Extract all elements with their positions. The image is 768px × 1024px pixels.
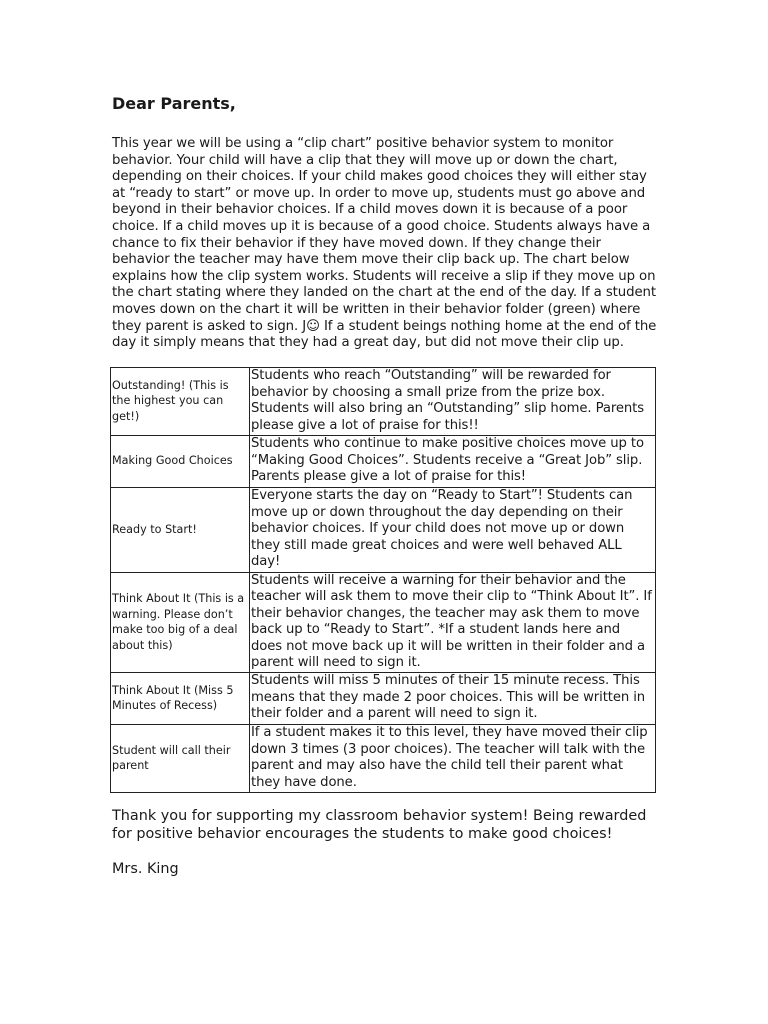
level-cell: Think About It (Miss 5 Minutes of Recess) <box>111 672 250 724</box>
signature: Mrs. King <box>112 860 179 877</box>
level-cell: Think About It (This is a warning. Please don’t make too big of a deal about this) <box>111 572 250 672</box>
level-cell: Ready to Start! <box>111 487 250 572</box>
clip-chart-table <box>110 367 656 793</box>
description-cell: Students who continue to make positive choices move up to “Making Good Choices”. Students receive a “Great Job” slip. Parents please give a lot of praise for this! <box>250 435 656 487</box>
description-cell: Students who reach “Outstanding” will be rewarded for behavior by choosing a small prize from the prize box. Students will also bring an “Outstanding” slip home. Parents please give a lot of praise for this!! <box>250 367 656 435</box>
table-row <box>111 435 656 487</box>
table-row <box>111 724 656 792</box>
table-row <box>111 487 656 572</box>
level-cell: Outstanding! (This is the highest you can get!) <box>111 367 250 435</box>
level-cell: Making Good Choices <box>111 435 250 487</box>
description-cell: Everyone starts the day on “Ready to Start”! Students can move up or down throughout the day depending on their behavior choices. If your child does not move up or down they still made great choices and were well behaved ALL day! <box>250 487 656 572</box>
letter-page <box>112 94 660 878</box>
description-cell: Students will receive a warning for their behavior and the teacher will ask them to move their clip to “Think About It”. If their behavior changes, the teacher may ask them to move back up to “Ready to Start”. *If a student lands here and does not move back up it will be written in their folder and a parent will need to sign it. <box>250 572 656 672</box>
letter-greeting: Dear Parents, <box>112 94 236 113</box>
table-row <box>111 367 656 435</box>
level-cell: Student will call their parent <box>111 724 250 792</box>
table-row <box>111 672 656 724</box>
closing-paragraph: Thank you for supporting my classroom behavior system! Being rewarded for positive behavior encourages the students to make good choices! <box>112 807 647 843</box>
table-row <box>111 572 656 672</box>
description-cell: Students will miss 5 minutes of their 15 minute recess. This means that they made 2 poor choices. This will be written in their folder and a parent will need to sign it. <box>250 672 656 724</box>
description-cell: If a student makes it to this level, they have moved their clip down 3 times (3 poor choices). The teacher will talk with the parent and may also have the child tell their parent what they have done. <box>250 724 656 792</box>
intro-paragraph: This year we will be using a “clip chart” positive behavior system to monitor behavior. Your child will have a clip that they will move up or down the chart, depending on their choices. If your child makes good choices they will either stay at “ready to start” or move up. In order to move up, students must go above and beyond in their behavior choices. If a child moves down it is because of a poor choice. If a child moves up it is because of a good choice. Students always have a chance to fix their behavior if they have moved down. If they change their behavior the teacher may have them move their clip back up. The chart below explains how the clip system works. Students will receive a slip if they move up on the chart stating where they landed on the chart at the end of the day. If a student moves down on the chart it will be written in their behavior folder (green) where they parent is asked to sign. J☺ If a student beings nothing home at the end of the day it simply means that they had a great day, but did not move their clip up. <box>112 136 657 351</box>
